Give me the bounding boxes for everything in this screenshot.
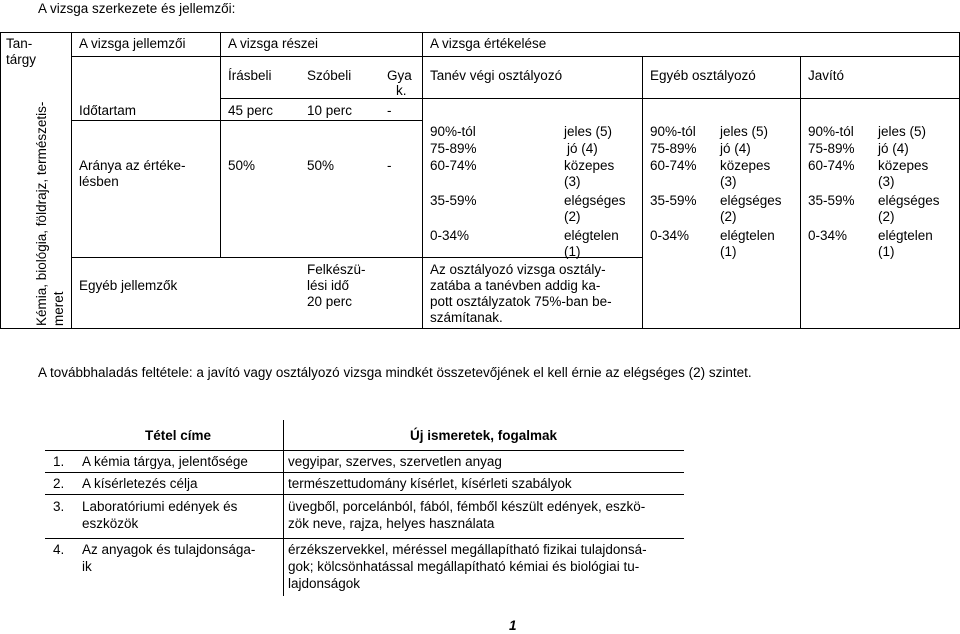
grade-label: elégséges: [720, 193, 782, 208]
grade-range: 35-59%: [808, 193, 855, 208]
grade-range: 0-34%: [430, 228, 470, 243]
grade-label: jó (4): [878, 141, 909, 156]
duration-oral: 10 perc: [307, 103, 353, 118]
note-line3: pott osztályzatok 75%-ban be-: [430, 294, 612, 309]
topic-concepts: gok; kölcsönhatással megállapítható kémiai és biológiai tu-: [288, 559, 640, 574]
row-duration-label: Időtartam: [79, 103, 137, 118]
grade-range: 90%-tól: [430, 124, 476, 139]
grade-range: 35-59%: [430, 193, 477, 208]
duration-written: 45 perc: [228, 103, 274, 118]
subject-header-line1: Tan-: [6, 36, 33, 51]
grade-range: 90%-tól: [808, 124, 854, 139]
eval-other: Egyéb osztályozó: [650, 68, 756, 83]
col-header-features: A vizsga jellemzői: [79, 36, 186, 51]
part-oral: Szóbeli: [307, 68, 352, 83]
page-number: 1: [509, 618, 517, 633]
prep-time-line1: Felkészü-: [307, 262, 366, 277]
topic-title: ik: [82, 559, 92, 574]
grade-label: elégséges: [878, 193, 940, 208]
note-line4: számítanak.: [430, 310, 503, 325]
grade-range: 0-34%: [808, 228, 848, 243]
header-topic-title: Tétel címe: [145, 428, 212, 443]
topic-title: eszközök: [82, 516, 139, 531]
header-new-concepts: Új ismeretek, fogalmak: [410, 428, 558, 443]
grade-label: közepes: [720, 158, 771, 173]
note-line2: zatába a tanévben addig ka-: [430, 278, 601, 293]
grade-label: (1): [720, 244, 737, 259]
ratio-written: 50%: [228, 158, 256, 173]
eval-makeup: Javító: [808, 68, 845, 83]
topic-concepts: lajdonságok: [288, 576, 361, 591]
topic-concepts: vegyipar, szerves, szervetlen anyag: [288, 454, 502, 469]
grade-range: 60-74%: [650, 158, 697, 173]
grade-label: jó (4): [567, 141, 598, 156]
topic-title: A kémia tárgya, jelentősége: [82, 454, 248, 469]
grade-label: jeles (5): [720, 124, 769, 139]
topic-concepts: zök neve, rajza, helyes használata: [288, 516, 495, 531]
note-line1: Az osztályozó vizsga osztály-: [430, 262, 606, 277]
grade-label: (2): [720, 209, 737, 224]
part-practice-line2: k.: [396, 83, 407, 98]
topic-title: Laboratóriumi edények és: [82, 499, 238, 514]
topic-concepts: természettudomány kísérlet, kísérleti szabályok: [288, 476, 572, 491]
topic-number: 2.: [53, 476, 65, 491]
part-written: Írásbeli: [228, 68, 272, 83]
topic-concepts: üvegből, porcelánból, fából, fémből készült edények, eszkö-: [288, 499, 646, 514]
grade-range: 75-89%: [808, 141, 855, 156]
grade-label: (3): [564, 174, 581, 189]
row-ratio-label-line2: lésben: [79, 174, 119, 189]
section-heading: A vizsga szerkezete és jellemzői:: [38, 1, 236, 16]
topic-concepts: érzékszervekkel, méréssel megállapítható fizikai tulajdonsá-: [288, 542, 647, 557]
grade-range: 35-59%: [650, 193, 697, 208]
duration-practice: -: [387, 103, 392, 118]
grade-range: 60-74%: [808, 158, 855, 173]
grade-range: 0-34%: [650, 228, 690, 243]
col-header-parts: A vizsga részei: [228, 36, 319, 51]
subject-header-line2: tárgy: [6, 52, 37, 67]
topic-number: 1.: [53, 454, 65, 469]
prep-time-line3: 20 perc: [307, 294, 353, 309]
grade-range: 90%-tól: [650, 124, 696, 139]
grade-label: (1): [878, 244, 895, 259]
grade-label: elégséges: [564, 193, 626, 208]
subject-name-line2: meret: [51, 291, 66, 326]
grade-range: 60-74%: [430, 158, 477, 173]
topic-number: 3.: [53, 499, 65, 514]
col-header-evaluation: A vizsga értékelése: [430, 36, 547, 51]
topic-number: 4.: [53, 542, 65, 557]
eval-year-end: Tanév végi osztályozó: [430, 68, 563, 83]
ratio-practice: -: [387, 158, 392, 173]
grade-label: jeles (5): [878, 124, 927, 139]
grade-label: jeles (5): [564, 124, 613, 139]
part-practice-line1: Gya: [387, 68, 412, 83]
row-other-label: Egyéb jellemzők: [79, 278, 178, 293]
grade-label: (3): [878, 174, 895, 189]
topic-title: A kísérletezés célja: [82, 476, 198, 491]
grade-label: elégtelen: [564, 228, 619, 243]
grade-range: 75-89%: [650, 141, 697, 156]
row-ratio-label-line1: Aránya az értéke-: [79, 158, 186, 173]
grade-label: közepes: [878, 158, 929, 173]
grade-label: jó (4): [720, 141, 751, 156]
grade-label: (3): [720, 174, 737, 189]
grade-label: elégtelen: [720, 228, 775, 243]
grade-label: (2): [564, 209, 581, 224]
grade-label: közepes: [564, 158, 615, 173]
grade-label: (1): [564, 244, 581, 259]
ratio-oral: 50%: [307, 158, 335, 173]
grade-range: 75-89%: [430, 141, 477, 156]
progress-condition: A továbbhaladás feltétele: a javító vagy osztályozó vizsga mindkét összetevőjének el kell érnie az elégséges (2) szintet.: [38, 365, 752, 380]
grade-label: (2): [878, 209, 895, 224]
grade-label: elégtelen: [878, 228, 933, 243]
prep-time-line2: lési idő: [307, 278, 350, 293]
topic-title: Az anyagok és tulajdonsága-: [82, 542, 256, 557]
subject-name-line1: Kémia, biológia, földrajz, természetis-: [34, 101, 49, 326]
